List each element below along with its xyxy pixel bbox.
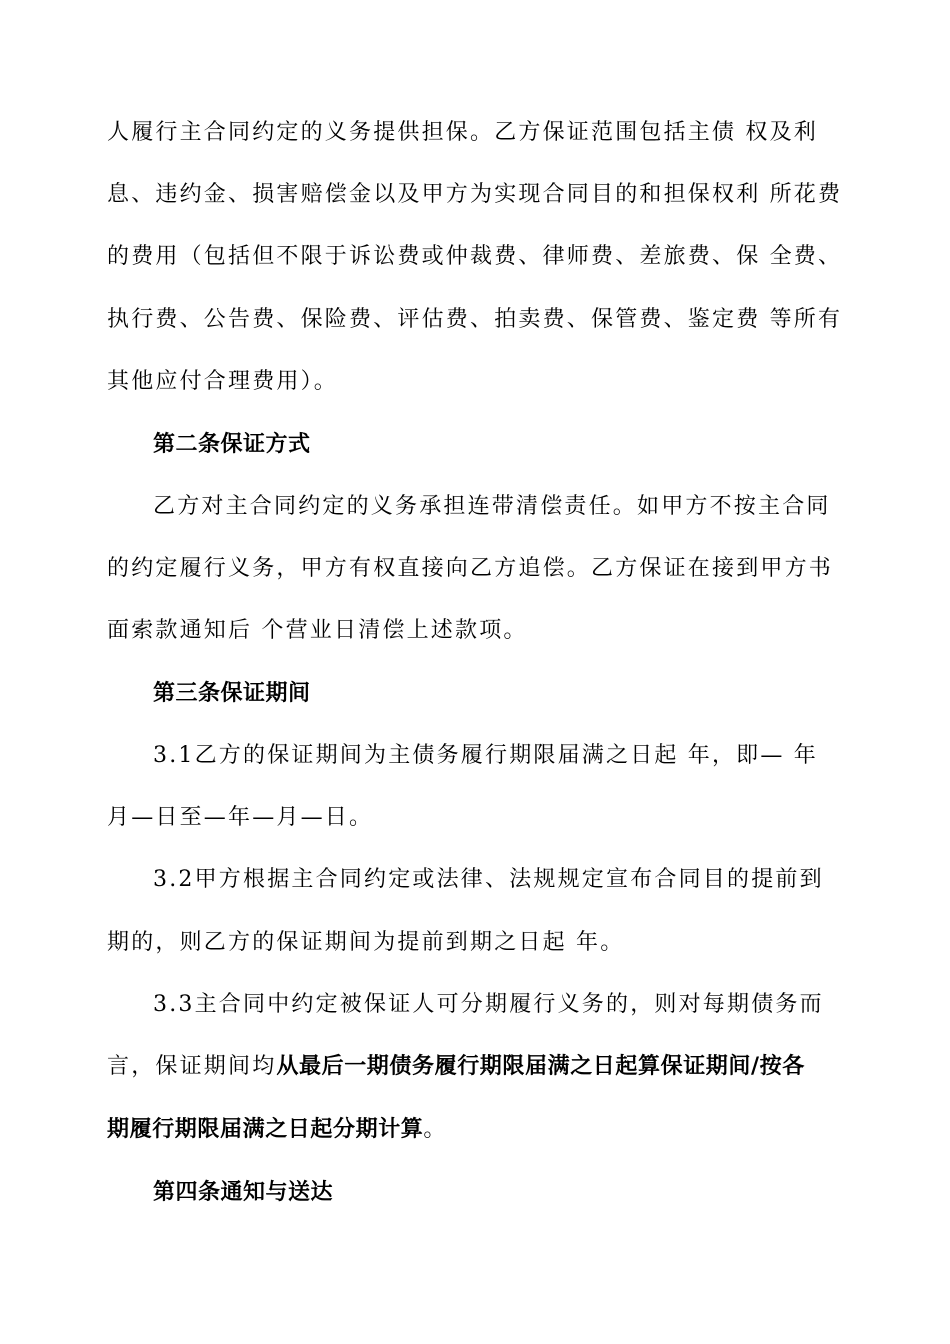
paragraph-line: 面索款通知后 个营业日清偿上述款项。 <box>107 618 528 643</box>
paragraph-line: 乙方对主合同约定的义务承担连带清偿责任。如甲方不按主合同 <box>153 494 831 519</box>
clause-3-1-line: 月—日至—年—月—日。 <box>107 805 374 830</box>
paragraph-line: 的费用（包括但不限于诉讼费或仲裁费、律师费、差旅费、保 全费、 <box>107 244 843 269</box>
section-heading-3: 第三条保证期间 <box>153 681 311 706</box>
clause-bold-text: 从最后一期债务履行期限届满之日起算保证期间/按各 <box>276 1054 805 1079</box>
clause-3-3-line: 3.3主合同中约定被保证人可分期履行义务的，则对每期债务而 <box>153 992 824 1017</box>
section-heading-2: 第二条保证方式 <box>153 432 311 457</box>
clause-text: 。 <box>423 1117 448 1142</box>
clause-3-2-line: 3.2甲方根据主合同约定或法律、法规规定宣布合同目的提前到 <box>153 867 824 892</box>
clause-3-2-line: 期的，则乙方的保证期间为提前到期之日起 年。 <box>107 930 625 955</box>
paragraph-line: 息、违约金、损害赔偿金以及甲方为实现合同目的和担保权利 所花费 <box>107 182 843 207</box>
clause-3-3-line <box>107 1115 448 1145</box>
clause-3-3-line <box>107 1052 805 1082</box>
section-heading-4: 第四条通知与送达 <box>153 1180 334 1205</box>
clause-bold-text: 期履行期限届满之日起分期计算 <box>107 1117 424 1142</box>
clause-3-1-line: 3.1乙方的保证期间为主债务履行期限届满之日起 年，即— 年 <box>153 743 818 768</box>
paragraph-line: 执行费、公告费、保险费、评估费、拍卖费、保管费、鉴定费 等所有 <box>107 307 843 332</box>
paragraph-line: 其他应付合理费用）。 <box>107 369 339 394</box>
paragraph-line: 的约定履行义务，甲方有权直接向乙方追偿。乙方保证在接到甲方书 <box>107 556 834 581</box>
paragraph-line: 人履行主合同约定的义务提供担保。乙方保证范围包括主债 权及利 <box>107 120 818 145</box>
clause-text: 言，保证期间均 <box>107 1054 277 1079</box>
